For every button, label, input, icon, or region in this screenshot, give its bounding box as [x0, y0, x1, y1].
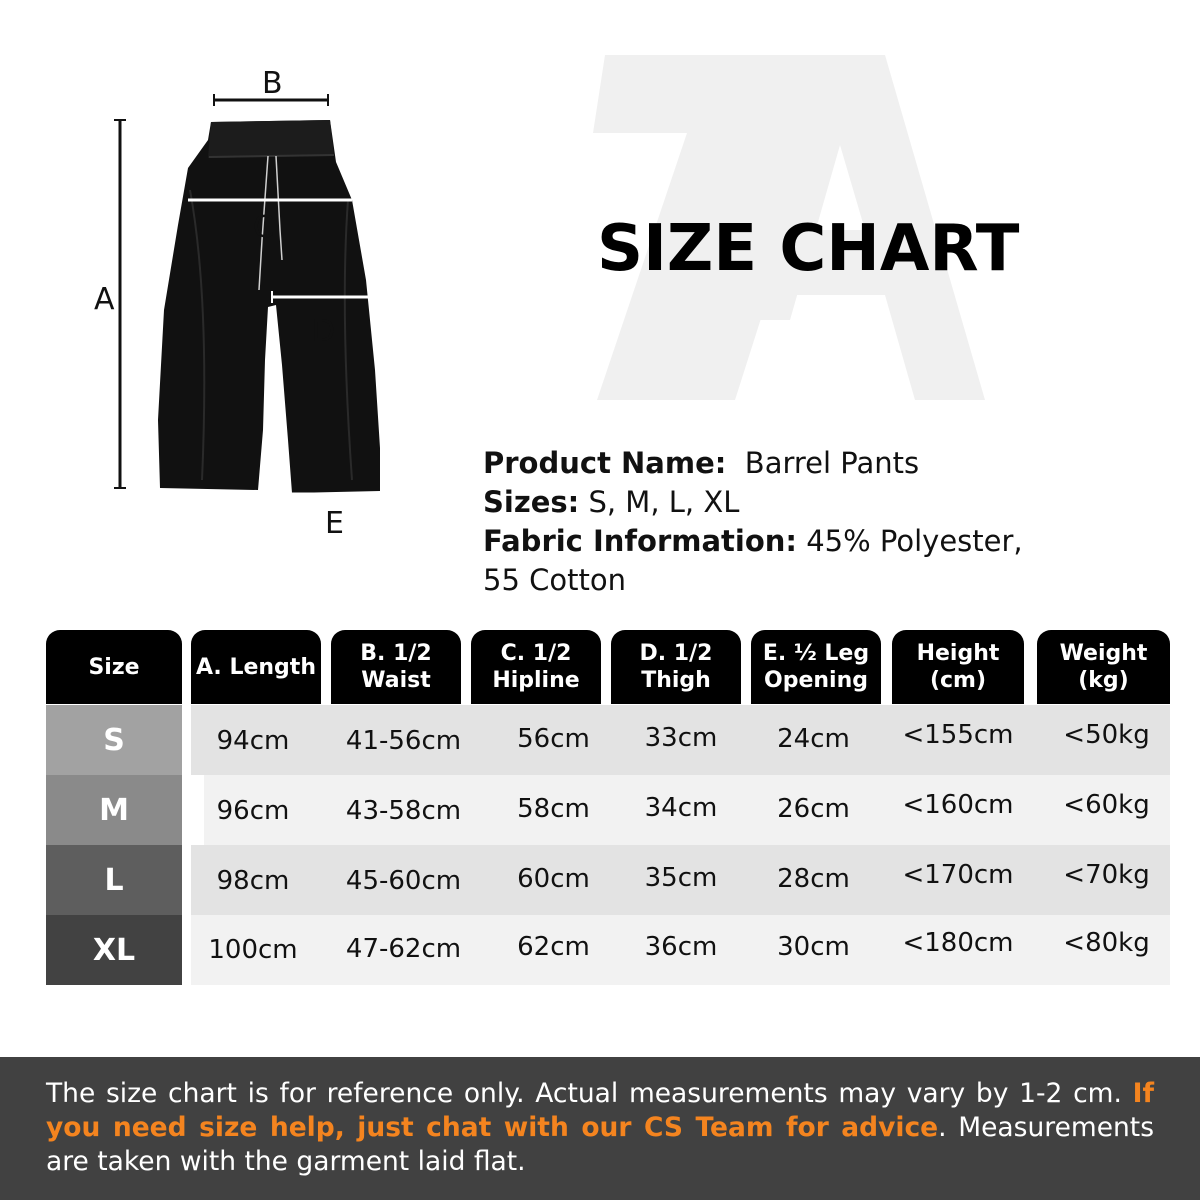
footer-text: [46, 1077, 1154, 1179]
header-length: A. Length: [191, 630, 321, 704]
cell-weight: <50kg: [1063, 720, 1150, 750]
cell-waist: 47-62cm: [345, 934, 462, 964]
cell-weight: <60kg: [1063, 790, 1150, 820]
size-table: [46, 630, 1170, 986]
pants-measurement-diagram: [90, 60, 410, 550]
header-height: Height (cm): [892, 630, 1024, 704]
header-hipline: C. 1/2 Hipline: [471, 630, 601, 704]
dimension-label-d: D: [312, 314, 336, 349]
cell-height: <170cm: [902, 860, 1014, 890]
product-name-value: Barrel Pants: [744, 446, 920, 480]
footer-highlight: If you need size help, just chat with our CS Team for advice: [46, 1078, 1154, 1143]
product-info: [483, 444, 1083, 600]
size-cell-m: M: [46, 775, 182, 845]
pants-illustration: [90, 60, 410, 550]
cell-waist: 45-60cm: [345, 866, 462, 896]
cell-leg: 26cm: [777, 794, 850, 824]
cell-waist: 41-56cm: [345, 726, 462, 756]
cell-leg: 30cm: [777, 932, 850, 962]
cell-length: 98cm: [216, 866, 290, 896]
cell-hipline: 62cm: [517, 932, 590, 962]
cell-weight: <70kg: [1063, 860, 1150, 890]
cell-thigh: 36cm: [644, 932, 718, 962]
cell-height: <180cm: [902, 928, 1014, 958]
dimension-label-e: E: [325, 506, 344, 541]
cell-height: <160cm: [902, 790, 1014, 820]
product-sizes-value: S, M, L, XL: [588, 485, 740, 519]
header-waist: B. 1/2 Waist: [331, 630, 461, 704]
footer-text-after: . Measurements are taken with the garment laid flat.: [46, 1112, 1154, 1177]
product-fabric-label: Fabric Information:: [483, 524, 798, 558]
cell-height: <155cm: [902, 720, 1014, 750]
product-fabric-line: [483, 522, 1043, 600]
cell-length: 94cm: [216, 726, 290, 756]
size-cell-l: L: [46, 845, 182, 915]
dimension-label-a: A: [94, 282, 115, 317]
cell-length: 100cm: [208, 935, 298, 965]
header-weight: Weight (kg): [1037, 630, 1170, 704]
header-size: Size: [46, 630, 182, 704]
footer-text-before: The size chart is for reference only. Actual measurements may vary by 1-2 cm.: [46, 1078, 1133, 1109]
product-sizes-line: [483, 483, 1083, 522]
product-fabric-value: 45% Polyester, 55 Cotton: [483, 524, 1023, 597]
cell-hipline: 56cm: [517, 724, 590, 754]
size-cell-s: S: [46, 705, 182, 775]
cell-weight: <80kg: [1063, 928, 1150, 958]
dimension-label-b: B: [262, 66, 283, 101]
footer-note: [0, 1057, 1200, 1200]
product-name-label: Product Name:: [483, 446, 727, 480]
cell-thigh: 35cm: [644, 863, 718, 893]
cell-thigh: 33cm: [644, 723, 718, 753]
cell-waist: 43-58cm: [345, 796, 462, 826]
cell-length: 96cm: [216, 796, 290, 826]
cell-leg: 28cm: [777, 864, 850, 894]
header-leg-opening: E. ½ Leg Opening: [751, 630, 881, 704]
page-title: SIZE CHART: [597, 212, 1020, 286]
size-cell-xl: XL: [46, 915, 182, 985]
cell-hipline: 58cm: [517, 794, 590, 824]
cell-hipline: 60cm: [517, 864, 590, 894]
dimension-label-c: C: [253, 210, 274, 245]
product-sizes-label: Sizes:: [483, 485, 580, 519]
cell-leg: 24cm: [777, 724, 850, 754]
product-name-line: [483, 444, 1083, 483]
header-thigh: D. 1/2 Thigh: [611, 630, 741, 704]
cell-thigh: 34cm: [644, 793, 718, 823]
